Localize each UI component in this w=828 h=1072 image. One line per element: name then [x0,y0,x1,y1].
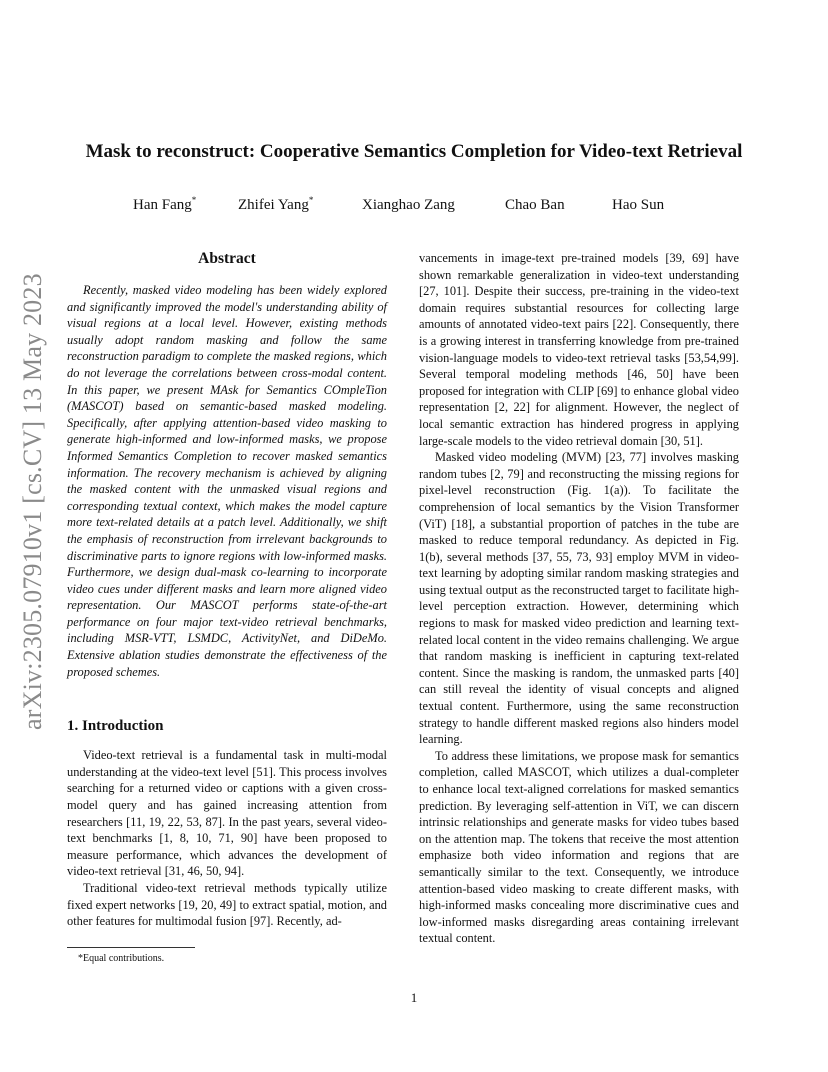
footnote: *Equal contributions. [78,953,165,964]
intro-paragraph-4: Masked video modeling (MVM) [23, 77] involves masking random tubes [2, 79] and reconstructing the missing regions for pixel-level reconstruction (Fig. 1(a)). To facilitate the comprehension of local semantics by the Vision Transformer (ViT) [18], a substantial proportion of patches in the tube are masked to reduce temporal redundancy. As depicted in Fig. 1(b), several methods [37, 55, 73, 93] employ MVM in video-text learning by adopting similar random masking strategies and using textual output as the reconstructed target to facilitate high-level perception extraction. However, determining which regions to mask for masked video prediction and learning text-related local content in the video remains challenging. We argue that random masking is inefficient in capturing text-related content. Since the masking is random, the unmasked parts [40] can still reveal the identity of visual concepts and aligned textual content. Furthermore, using the same reconstruction strategy to handle different masked regions also hinders model learning. [419,450,739,747]
right-column [419,250,739,947]
introduction-heading: 1. Introduction [67,718,164,735]
arxiv-identifier: arXiv:2305.07910v1 [cs.CV] 13 May 2023 [18,273,47,730]
abstract-text: Recently, masked video modeling has been widely explored and significantly improved the model's understanding ability of visual regions at a local level. However, existing methods usually adopt random masking and follow the same reconstruction paradigm to complete the masked regions, which do not leverage the correlations between cross-modal content. In this paper, we present MAsk for Semantics COmpleTion (MASCOT) based on semantic-based masked modeling. Specifically, after applying attention-based video masking to generate high-informed and low-informed masks, we propose Informed Semantics Completion to recover masked semantics information. The recovery mechanism is achieved by aligning the masked content with the unmasked visual regions and corresponding textual context, which makes the model capture more text-related details at a patch level. Additionally, we shift the emphasis of reconstruction from irrelevant backgrounds to discriminative parts to ignore regions with low-informed masks. Furthermore, we design dual-mask co-learning to incorporate video cues under different masks and learn more aligned video representation. Our MASCOT performs state-of-the-art performance on four major text-video retrieval benchmarks, including MSR-VTT, LSMDC, ActivityNet, and DiDeMo. Extensive ablation studies demonstrate the effectiveness of the proposed schemes. [67,283,387,679]
intro-paragraph-1: Video-text retrieval is a fundamental task in multi-modal understanding at the video-text level [51]. This process involves searching for a returned video or captions with a given cross-model query and has gained increasing attention from researchers [11, 19, 22, 53, 87]. In the past years, several video-text benchmarks [1, 8, 10, 71, 90] have been proposed to measure performance, which advances the development of video-text retrieval [31, 46, 50, 94]. [67,748,387,879]
footnote-divider [67,947,195,948]
paper-title: Mask to reconstruct: Cooperative Semantics Completion for Video-text Retrieval [85,141,743,162]
abstract-heading: Abstract [198,250,256,267]
author-4: Chao Ban [505,197,565,213]
author-3: Xianghao Zang [362,197,455,213]
intro-paragraph-5: To address these limitations, we propose mask for semantics completion, called MASCOT, which utilizes a dual-completer to enhance local text-aligned correlations for masked semantics prediction. By leveraging self-attention in ViT, we can discern intrinsic relationships and generate masks for video tubes based on the attention map. The tokens that receive the most attention emphasize both video information and regions that are semantically similar to the text. Consequently, we introduce attention-based video masking to create different masks, with high-informed masks concealing more discriminative cues and low-informed masks disregarding areas containing irrelevant textual content. [419,748,739,946]
author-2: Zhifei Yang* [238,195,314,213]
left-column [67,250,387,930]
author-1: Han Fang* [133,195,197,213]
intro-paragraph-3: vancements in image-text pre-trained models [39, 69] have shown remarkable generalization in video-text understanding [27, 101]. Despite their success, pre-training in the video-text domain requires substantial resources for collecting large amounts of annotated video-text pairs [22]. Consequently, there is a growing interest in transferring knowledge from pre-trained vision-language models to video-text retrieval tasks [53,54,99]. Several temporal modeling methods [46, 50] have been proposed for integration with CLIP [69] to enhance global video representation [2, 22] for alignment. However, the neglect of local semantic extraction has hindered progress in applying large-scale models to the video retrieval domain [30, 51]. [419,251,739,448]
page-number: 1 [410,990,418,1005]
intro-paragraph-2: Traditional video-text retrieval methods typically utilize fixed expert networks [19, 20, 49] to extract spatial, motion, and other features for multimodal fusion [97]. Recently, ad- [67,881,387,929]
author-5: Hao Sun [612,197,665,213]
